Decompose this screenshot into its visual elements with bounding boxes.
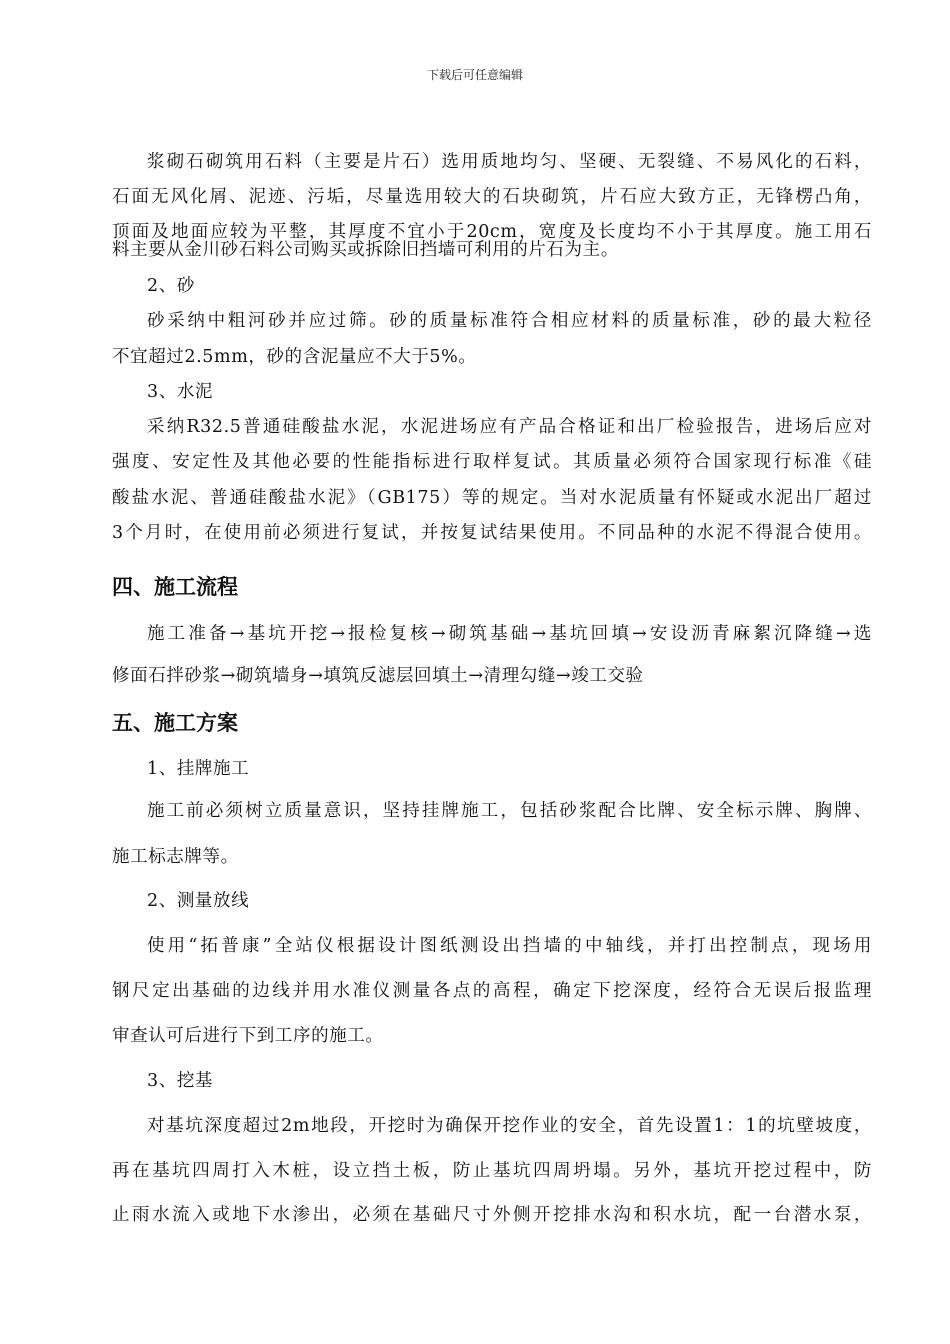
heading-construction-plan: 五、施工方案	[112, 711, 238, 735]
paragraph-line: 浆砌石砌筑用石料（主要是片石）选用质地均匀、坚硬、无裂缝、不易风化的石料，	[147, 152, 872, 172]
paragraph-line: 料主要从金川砂石料公司购买或拆除旧挡墙可利用的片石为主。	[112, 240, 619, 260]
paragraph-line: 顶面及地面应较为平整，其厚度不宜小于20cm，宽度及长度均不小于其厚度。施工用石	[112, 222, 872, 242]
paragraph-line: 对基坑深度超过2m地段，开挖时为确保开挖作业的安全，首先设置1：1的坑壁坡度，	[147, 1116, 872, 1136]
paragraph-line: 不宜超过2.5mm，砂的含泥量应不大于5%。	[112, 347, 477, 367]
paragraph-line: 修面石拌砂浆→砌筑墙身→填筑反滤层回填土→清理勾缝→竣工交验	[112, 666, 644, 686]
paragraph-line: 止雨水流入或地下水渗出，必须在基础尺寸外侧开挖排水沟和积水坑，配一台潜水泵，	[112, 1205, 872, 1225]
paragraph-line: 石面无风化屑、泥迹、污垢，尽量选用较大的石块砌筑，片石应大致方正，无锋楞凸角，	[112, 187, 872, 207]
paragraph-line: 采纳R32.5普通硅酸盐水泥，水泥进场应有产品合格证和出厂检验报告，进场后应对	[147, 417, 872, 437]
page-header: 下载后可任意编辑	[426, 68, 523, 82]
heading-construction-flow: 四、施工流程	[112, 575, 238, 599]
paragraph-line: 使用“拓普康”全站仪根据设计图纸测设出挡墙的中轴线，并打出控制点，现场用	[147, 936, 872, 956]
subsection-title-excavation: 3、挖基	[147, 1071, 214, 1091]
paragraph-line: 强度、安定性及其他必要的性能指标进行取样复试。其质量必须符合国家现行标准《硅	[112, 452, 872, 472]
subsection-title-signs: 1、挂牌施工	[147, 759, 250, 779]
paragraph-line: 3个月时，在使用前必须进行复试，并按复试结果使用。不同品种的水泥不得混合使用。	[112, 523, 872, 543]
paragraph-line: 钢尺定出基础的边线并用水准仪测量各点的高程，确定下挖深度，经符合无误后报监理	[112, 981, 872, 1001]
paragraph-line: 砂采纳中粗河砂并应过筛。砂的质量标准符合相应材料的质量标准，砂的最大粒径	[147, 311, 872, 331]
section-title-cement: 3、水泥	[147, 382, 214, 402]
paragraph-line: 施工准备→基坑开挖→报检复核→砌筑基础→基坑回填→安设沥青麻絮沉降缝→选	[147, 624, 872, 644]
subsection-title-survey: 2、测量放线	[147, 891, 250, 911]
paragraph-line: 酸盐水泥、普通硅酸盐水泥》（GB175）等的规定。当对水泥质量有怀疑或水泥出厂超过	[112, 488, 872, 508]
section-title-sand: 2、砂	[147, 276, 195, 296]
paragraph-line: 审查认可后进行下到工序的施工。	[112, 1026, 384, 1046]
paragraph-line: 施工前必须树立质量意识，坚持挂牌施工，包括砂浆配合比牌、安全标示牌、胸牌、	[147, 801, 872, 821]
paragraph-line: 施工标志牌等。	[112, 847, 239, 867]
paragraph-line: 再在基坑四周打入木桩，设立挡土板，防止基坑四周坍塌。另外，基坑开挖过程中，防	[112, 1161, 872, 1181]
